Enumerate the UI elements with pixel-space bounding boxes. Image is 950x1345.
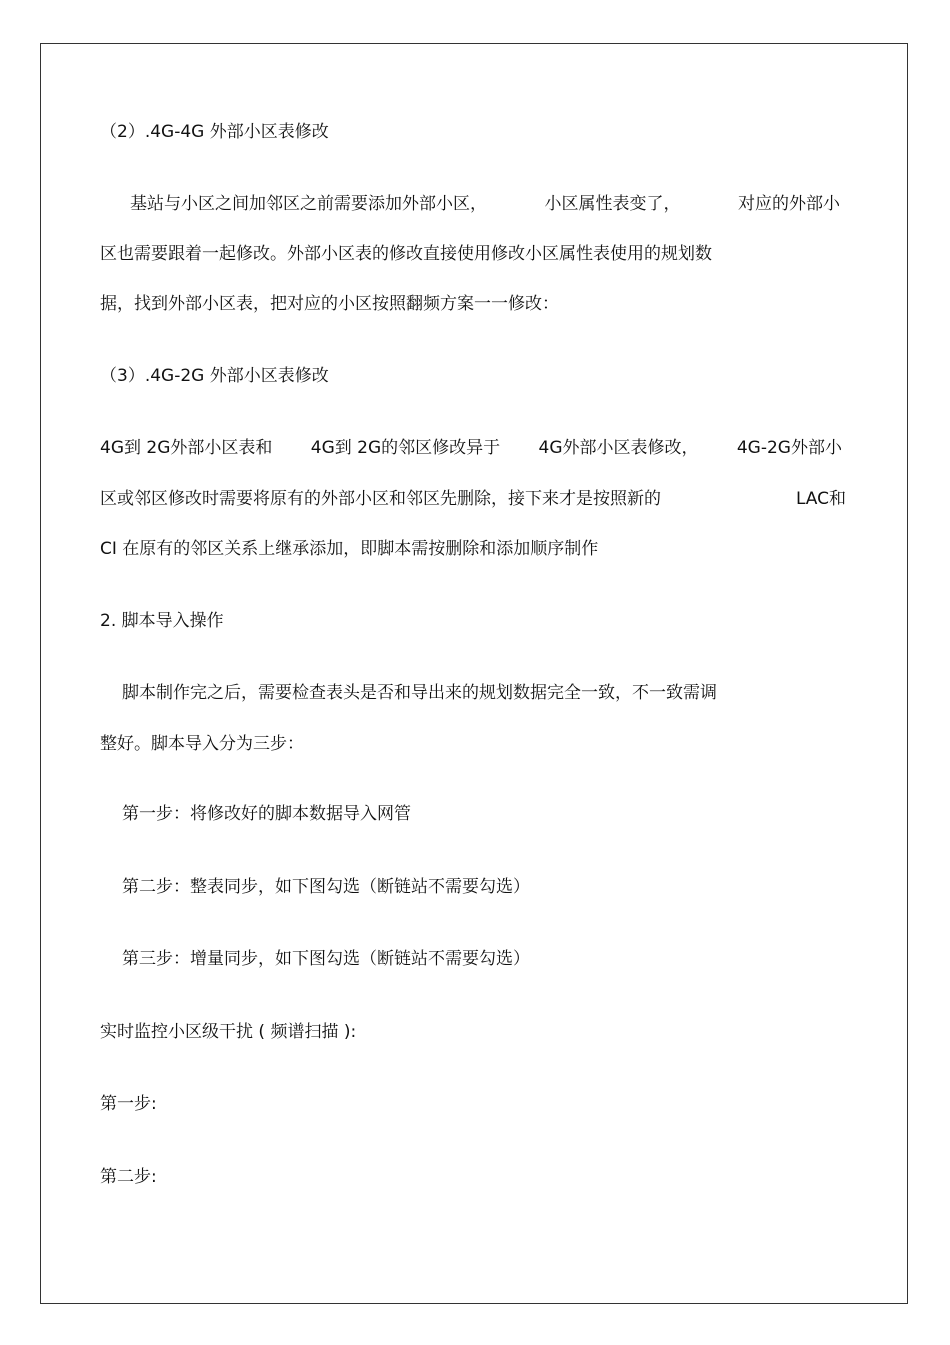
text-segment: LAC和: [795, 489, 846, 509]
text-segment: 基站与小区之间加邻区之前需要添加外部小区，: [130, 194, 487, 214]
text-segment: 4G到 2G外部小区表和: [100, 438, 273, 458]
text-segment: 小区属性表变了，: [544, 194, 681, 214]
heading-interference-monitor: 实时监控小区级干扰 ( 频谱扫描 ):: [100, 1022, 357, 1042]
paragraph-4g-4g-line-1: [130, 193, 840, 215]
heading-script-import: 2. 脚本导入操作: [100, 611, 224, 631]
text-segment: 区或邻区修改时需要将原有的外部小区和邻区先删除，接下来才是按照新的: [100, 489, 661, 509]
text-segment: 4G外部小区表修改，: [538, 438, 699, 458]
script-import-step-1: 第一步：将修改好的脚本数据导入网管: [122, 804, 411, 824]
paragraph-script-import-line-2: 整好。脚本导入分为三步：: [100, 734, 304, 754]
script-import-step-2: 第二步：整表同步，如下图勾选（断链站不需要勾选）: [122, 877, 530, 897]
monitor-step-2: 第二步:: [100, 1167, 157, 1187]
text-segment: 对应的外部小: [738, 194, 840, 214]
text-segment: 4G到 2G的邻区修改异于: [310, 438, 501, 458]
paragraph-4g-4g-line-2: 区也需要跟着一起修改。外部小区表的修改直接使用修改小区属性表使用的规划数: [100, 244, 712, 264]
monitor-step-1: 第一步:: [100, 1094, 157, 1114]
heading-4g-4g: （2）.4G-4G 外部小区表修改: [100, 122, 329, 142]
paragraph-4g-2g-line-3: CI 在原有的邻区关系上继承添加，即脚本需按删除和添加顺序制作: [100, 539, 599, 559]
heading-4g-2g: （3）.4G-2G 外部小区表修改: [100, 366, 329, 386]
text-segment: 4G-2G外部小: [736, 438, 842, 458]
paragraph-4g-4g-line-3: 据，找到外部小区表，把对应的小区按照翻频方案一一修改：: [100, 294, 559, 314]
page-border: [40, 43, 908, 1304]
paragraph-4g-2g-line-2: [100, 488, 846, 510]
paragraph-4g-2g-line-1: [100, 437, 842, 459]
paragraph-script-import-line-1: 脚本制作完之后，需要检查表头是否和导出来的规划数据完全一致，不一致需调: [122, 683, 717, 703]
script-import-step-3: 第三步：增量同步，如下图勾选（断链站不需要勾选）: [122, 949, 530, 969]
